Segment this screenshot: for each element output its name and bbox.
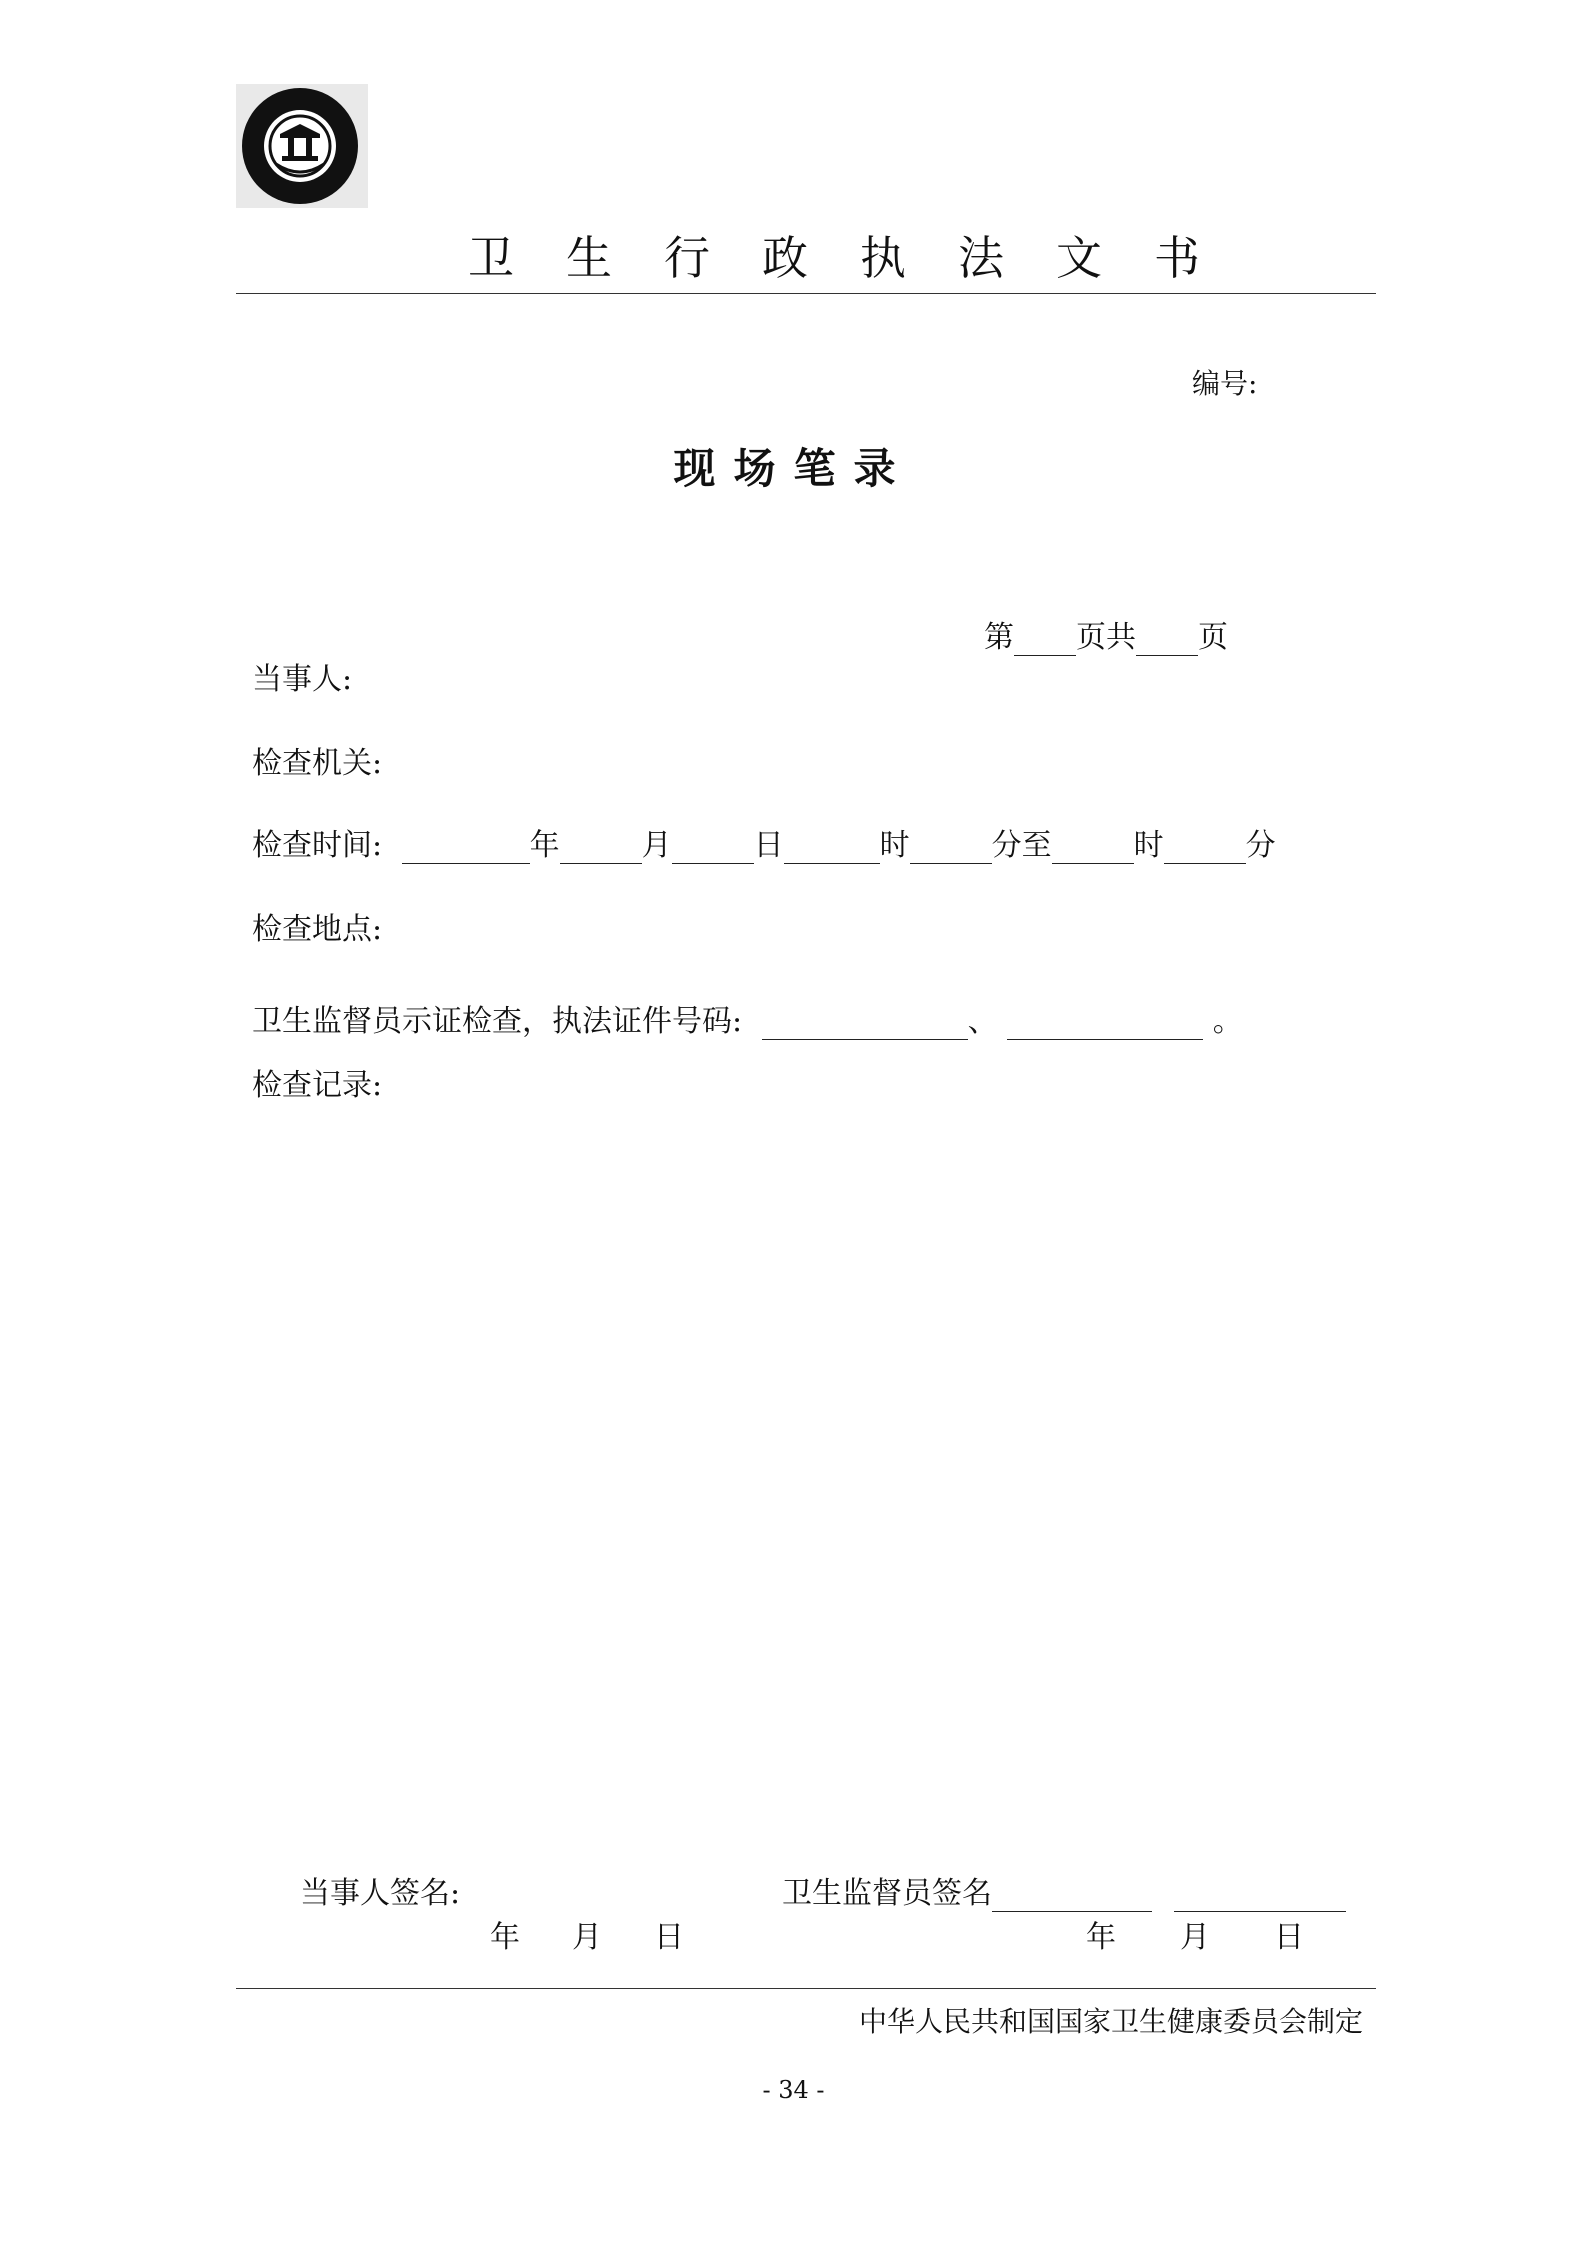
party-sign-date bbox=[490, 1912, 684, 1956]
location-label: 检查地点: bbox=[252, 912, 383, 947]
time-label: 检查时间: bbox=[252, 828, 383, 863]
form-title: 现场笔录 bbox=[673, 444, 914, 493]
inspector-date-year: 年 bbox=[1086, 1920, 1116, 1955]
time-start-minute-field[interactable] bbox=[910, 833, 992, 864]
footer-issuer: 中华人民共和国国家卫生健康委员会制定 bbox=[858, 2005, 1363, 2038]
party-date-day: 日 bbox=[654, 1920, 684, 1955]
page-current-field[interactable] bbox=[1014, 625, 1076, 656]
party-label: 当事人: bbox=[252, 662, 353, 697]
inspector-date-month: 月 bbox=[1180, 1920, 1210, 1955]
inspector-signature-label: 卫生监督员签名 bbox=[782, 1876, 992, 1911]
header-divider bbox=[236, 293, 1376, 294]
page-counter bbox=[984, 612, 1228, 656]
time-unit-minute-to: 分至 bbox=[991, 828, 1052, 863]
inspector-signature-1-field[interactable] bbox=[992, 1881, 1152, 1912]
time-end-minute-field[interactable] bbox=[1164, 833, 1246, 864]
time-unit-day: 日 bbox=[753, 828, 784, 863]
credential-number-1-field[interactable] bbox=[762, 1009, 968, 1040]
party-date-month: 月 bbox=[572, 1920, 602, 1955]
time-end-hour-field[interactable] bbox=[1052, 833, 1134, 864]
credential-separator: 、 bbox=[967, 1004, 998, 1039]
page-counter-prefix: 第 bbox=[984, 620, 1014, 655]
inspector-signature-row bbox=[782, 1868, 1346, 1912]
time-month-field[interactable] bbox=[560, 833, 642, 864]
footer-divider bbox=[236, 1988, 1376, 1989]
credential-end: 。 bbox=[1212, 1004, 1243, 1039]
time-unit-hour: 时 bbox=[879, 828, 910, 863]
record-label: 检查记录: bbox=[252, 1068, 383, 1103]
party-date-year: 年 bbox=[490, 1920, 520, 1955]
time-day-field[interactable] bbox=[672, 833, 754, 864]
credential-row bbox=[252, 996, 1243, 1040]
doc-number-label: 编号: bbox=[1192, 367, 1258, 400]
inspector-date-day: 日 bbox=[1274, 1920, 1304, 1955]
time-unit-year: 年 bbox=[529, 828, 560, 863]
time-unit-end-minute: 分 bbox=[1245, 828, 1276, 863]
time-year-field[interactable] bbox=[402, 833, 530, 864]
page-counter-middle: 页共 bbox=[1076, 620, 1136, 655]
page-total-field[interactable] bbox=[1136, 625, 1198, 656]
time-unit-month: 月 bbox=[641, 828, 672, 863]
time-start-hour-field[interactable] bbox=[784, 833, 880, 864]
page-counter-suffix: 页 bbox=[1198, 620, 1228, 655]
inspection-time-row bbox=[252, 820, 1276, 864]
party-signature-label: 当事人签名: bbox=[300, 1876, 461, 1911]
inspector-signature-2-field[interactable] bbox=[1174, 1881, 1346, 1912]
time-unit-end-hour: 时 bbox=[1133, 828, 1164, 863]
header-title: 卫生行政执法文书 bbox=[468, 231, 1252, 285]
credential-number-2-field[interactable] bbox=[1007, 1009, 1203, 1040]
credential-label: 卫生监督员示证检查，执法证件号码: bbox=[252, 1004, 743, 1039]
agency-label: 检查机关: bbox=[252, 746, 383, 781]
page-number: - 34 - bbox=[762, 2076, 825, 2104]
record-area[interactable] bbox=[252, 1110, 1372, 1830]
health-inspection-logo bbox=[236, 84, 368, 208]
inspector-sign-date bbox=[1086, 1912, 1304, 1956]
